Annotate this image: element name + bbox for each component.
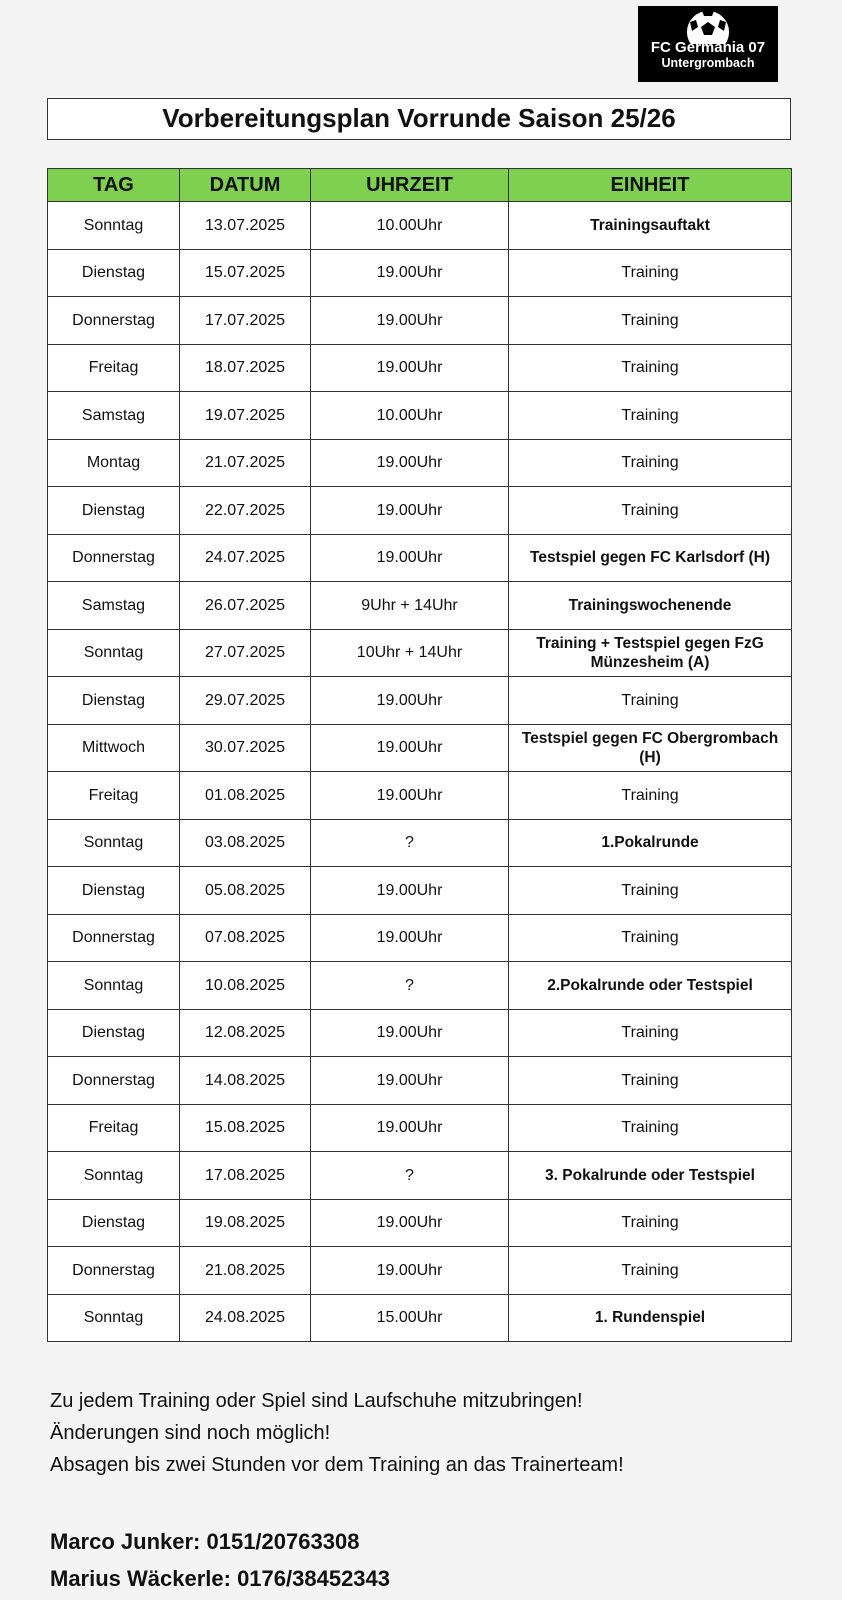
cell-datum: 03.08.2025 — [180, 819, 311, 867]
cell-datum: 05.08.2025 — [180, 867, 311, 915]
cell-einheit: Training — [509, 1057, 792, 1105]
cell-tag: Dienstag — [48, 249, 180, 297]
cell-datum: 12.08.2025 — [180, 1009, 311, 1057]
cell-datum: 29.07.2025 — [180, 677, 311, 725]
cell-datum: 21.08.2025 — [180, 1247, 311, 1295]
cell-datum: 21.07.2025 — [180, 439, 311, 487]
header-datum: DATUM — [180, 169, 311, 202]
cell-tag: Samstag — [48, 392, 180, 440]
cell-tag: Sonntag — [48, 1294, 180, 1342]
notes-section — [50, 1385, 624, 1481]
cell-einheit: Trainingswochenende — [509, 582, 792, 630]
cell-datum: 24.07.2025 — [180, 534, 311, 582]
cell-tag: Donnerstag — [48, 1057, 180, 1105]
cell-einheit: Trainingsauftakt — [509, 202, 792, 250]
cell-uhrzeit: 19.00Uhr — [311, 1104, 509, 1152]
cell-uhrzeit: 19.00Uhr — [311, 772, 509, 820]
table-row — [48, 1294, 792, 1342]
page-title: Vorbereitungsplan Vorrunde Saison 25/26 — [47, 98, 791, 140]
table-header-row — [48, 169, 792, 202]
cell-tag: Freitag — [48, 344, 180, 392]
note-line: Zu jedem Training oder Spiel sind Laufschuhe mitzubringen! — [50, 1390, 583, 1412]
contact-line: Marco Junker: 0151/20763308 — [50, 1529, 360, 1554]
cell-einheit: Training — [509, 249, 792, 297]
note-line: Änderungen sind noch möglich! — [50, 1422, 331, 1444]
cell-uhrzeit: 19.00Uhr — [311, 297, 509, 345]
table-row — [48, 344, 792, 392]
cell-datum: 18.07.2025 — [180, 344, 311, 392]
cell-einheit: 1.Pokalrunde — [509, 819, 792, 867]
table-row — [48, 1009, 792, 1057]
cell-uhrzeit: 19.00Uhr — [311, 534, 509, 582]
cell-uhrzeit: 19.00Uhr — [311, 1199, 509, 1247]
table-row — [48, 582, 792, 630]
cell-einheit: Training — [509, 1247, 792, 1295]
cell-einheit: Training — [509, 1009, 792, 1057]
cell-datum: 22.07.2025 — [180, 487, 311, 535]
cell-uhrzeit: 19.00Uhr — [311, 487, 509, 535]
note-line: Absagen bis zwei Stunden vor dem Training an das Trainerteam! — [50, 1454, 624, 1476]
cell-tag: Freitag — [48, 772, 180, 820]
cell-einheit: Training + Testspiel gegen FzG Münzesheim (A) — [509, 629, 792, 677]
cell-einheit: Training — [509, 867, 792, 915]
cell-uhrzeit: 19.00Uhr — [311, 249, 509, 297]
cell-einheit: Training — [509, 677, 792, 725]
cell-tag: Sonntag — [48, 629, 180, 677]
cell-uhrzeit: 19.00Uhr — [311, 867, 509, 915]
cell-einheit: Training — [509, 914, 792, 962]
cell-datum: 01.08.2025 — [180, 772, 311, 820]
table-row — [48, 1104, 792, 1152]
cell-datum: 19.07.2025 — [180, 392, 311, 440]
header-einheit: EINHEIT — [509, 169, 792, 202]
table-row — [48, 1199, 792, 1247]
table-row — [48, 1152, 792, 1200]
cell-tag: Mittwoch — [48, 724, 180, 772]
cell-datum: 27.07.2025 — [180, 629, 311, 677]
cell-tag: Dienstag — [48, 487, 180, 535]
cell-datum: 24.08.2025 — [180, 1294, 311, 1342]
cell-uhrzeit: ? — [311, 962, 509, 1010]
table-row — [48, 772, 792, 820]
cell-uhrzeit: 19.00Uhr — [311, 1247, 509, 1295]
cell-datum: 17.08.2025 — [180, 1152, 311, 1200]
table-row — [48, 249, 792, 297]
cell-tag: Sonntag — [48, 202, 180, 250]
cell-datum: 07.08.2025 — [180, 914, 311, 962]
cell-datum: 13.07.2025 — [180, 202, 311, 250]
cell-uhrzeit: 19.00Uhr — [311, 1057, 509, 1105]
cell-uhrzeit: 10.00Uhr — [311, 392, 509, 440]
cell-datum: 19.08.2025 — [180, 1199, 311, 1247]
cell-tag: Donnerstag — [48, 914, 180, 962]
table-row — [48, 819, 792, 867]
table-row — [48, 202, 792, 250]
table-row — [48, 392, 792, 440]
cell-einheit: Training — [509, 772, 792, 820]
cell-tag: Samstag — [48, 582, 180, 630]
cell-datum: 15.08.2025 — [180, 1104, 311, 1152]
cell-tag: Sonntag — [48, 1152, 180, 1200]
cell-uhrzeit: 19.00Uhr — [311, 1009, 509, 1057]
cell-uhrzeit: 9Uhr + 14Uhr — [311, 582, 509, 630]
cell-tag: Dienstag — [48, 677, 180, 725]
table-row — [48, 914, 792, 962]
cell-datum: 17.07.2025 — [180, 297, 311, 345]
cell-uhrzeit: 10Uhr + 14Uhr — [311, 629, 509, 677]
table-row — [48, 534, 792, 582]
contact-line: Marius Wäckerle: 0176/38452343 — [50, 1566, 391, 1591]
cell-uhrzeit: 15.00Uhr — [311, 1294, 509, 1342]
cell-uhrzeit: 19.00Uhr — [311, 344, 509, 392]
cell-uhrzeit: 19.00Uhr — [311, 724, 509, 772]
table-row — [48, 629, 792, 677]
cell-uhrzeit: ? — [311, 819, 509, 867]
cell-datum: 14.08.2025 — [180, 1057, 311, 1105]
cell-einheit: Training — [509, 392, 792, 440]
cell-uhrzeit: ? — [311, 1152, 509, 1200]
logo-line-1: FC Germania 07 — [650, 39, 766, 56]
table-row — [48, 962, 792, 1010]
cell-tag: Dienstag — [48, 867, 180, 915]
cell-tag: Montag — [48, 439, 180, 487]
cell-tag: Sonntag — [48, 962, 180, 1010]
cell-tag: Dienstag — [48, 1009, 180, 1057]
cell-datum: 30.07.2025 — [180, 724, 311, 772]
cell-tag: Dienstag — [48, 1199, 180, 1247]
header-uhrzeit: UHRZEIT — [311, 169, 509, 202]
cell-einheit: 1. Rundenspiel — [509, 1294, 792, 1342]
cell-einheit: Testspiel gegen FC Obergrombach (H) — [509, 724, 792, 772]
cell-einheit: 3. Pokalrunde oder Testspiel — [509, 1152, 792, 1200]
cell-tag: Donnerstag — [48, 297, 180, 345]
cell-uhrzeit: 19.00Uhr — [311, 439, 509, 487]
table-row — [48, 677, 792, 725]
cell-datum: 15.07.2025 — [180, 249, 311, 297]
header-tag: TAG — [48, 169, 180, 202]
table-row — [48, 1247, 792, 1295]
cell-einheit: Training — [509, 439, 792, 487]
cell-einheit: Training — [509, 1199, 792, 1247]
cell-tag: Donnerstag — [48, 534, 180, 582]
table-row — [48, 724, 792, 772]
cell-tag: Freitag — [48, 1104, 180, 1152]
table-row — [48, 867, 792, 915]
table-row — [48, 439, 792, 487]
cell-uhrzeit: 19.00Uhr — [311, 914, 509, 962]
cell-einheit: Testspiel gegen FC Karlsdorf (H) — [509, 534, 792, 582]
cell-einheit: 2.Pokalrunde oder Testspiel — [509, 962, 792, 1010]
cell-einheit: Training — [509, 1104, 792, 1152]
cell-einheit: Training — [509, 487, 792, 535]
schedule-table — [47, 168, 792, 1342]
club-logo — [638, 6, 778, 82]
cell-tag: Sonntag — [48, 819, 180, 867]
cell-einheit: Training — [509, 344, 792, 392]
cell-tag: Donnerstag — [48, 1247, 180, 1295]
logo-line-2: Untergrombach — [661, 56, 755, 70]
cell-uhrzeit: 19.00Uhr — [311, 677, 509, 725]
cell-datum: 26.07.2025 — [180, 582, 311, 630]
cell-einheit: Training — [509, 297, 792, 345]
table-row — [48, 297, 792, 345]
cell-datum: 10.08.2025 — [180, 962, 311, 1010]
table-row — [48, 487, 792, 535]
contacts-section — [50, 1523, 390, 1597]
cell-uhrzeit: 10.00Uhr — [311, 202, 509, 250]
table-row — [48, 1057, 792, 1105]
